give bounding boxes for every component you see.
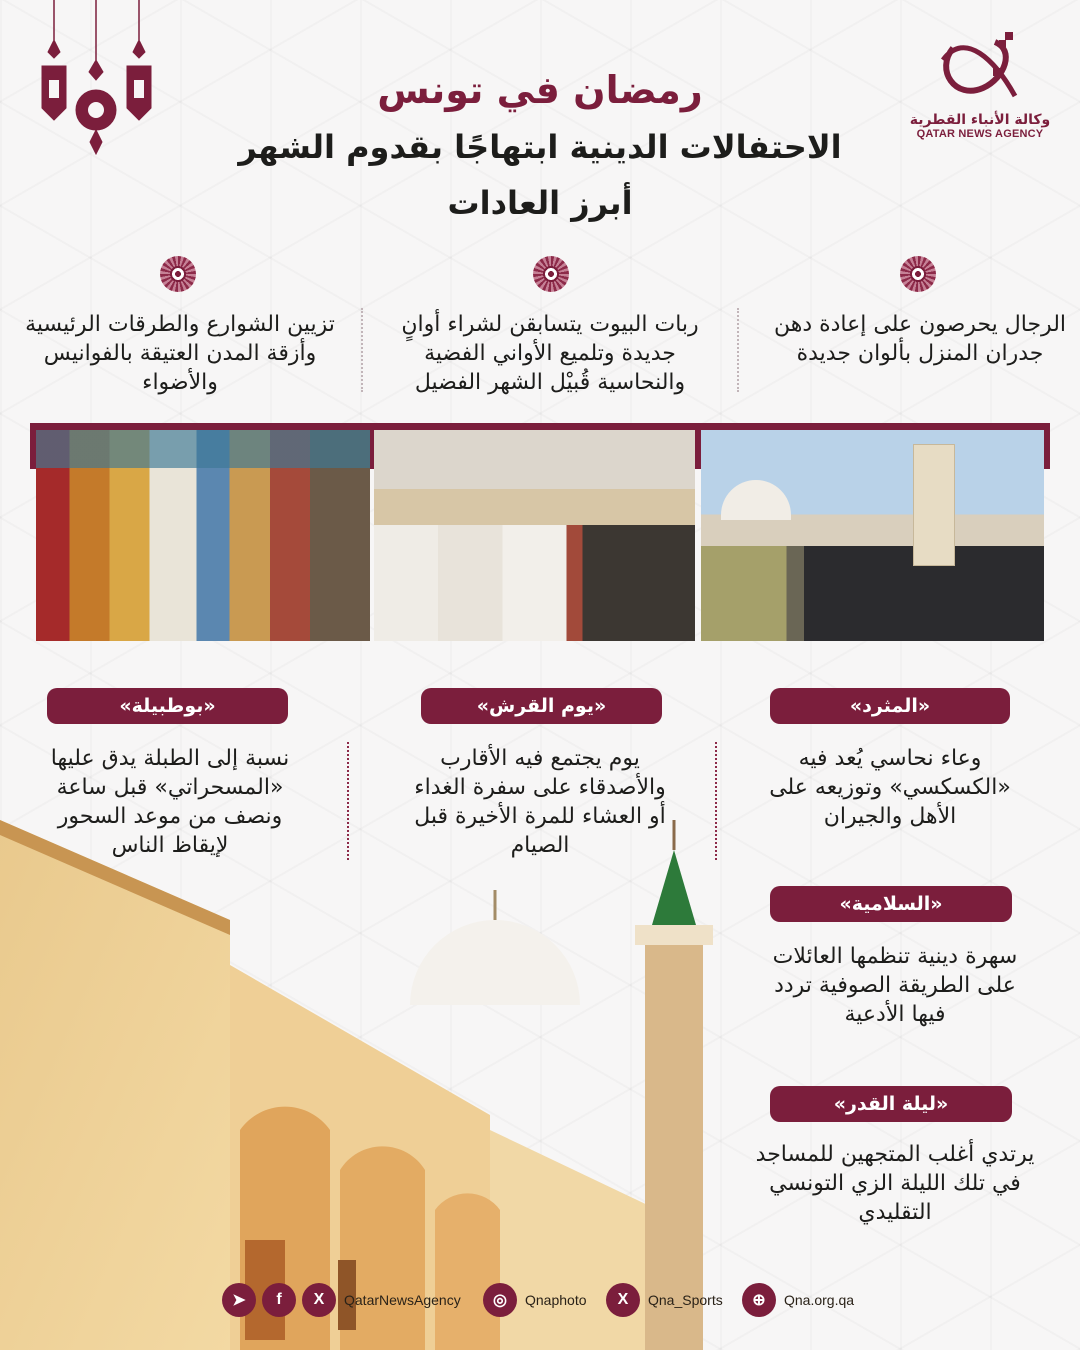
fact-item: تزيين الشوارع والطرقات الرئيسية وأزقة المدن العتيقة بالفوانيس والأضواء (25, 312, 335, 395)
custom-title-pill: «يوم القرش» (421, 688, 662, 724)
custom-description: يرتدي أغلب المتجهين للمساجد في تلك الليلة الزي التونسي التقليدي (755, 1142, 1035, 1225)
rosette-icon (533, 256, 569, 292)
section-title: أبرز العادات (447, 184, 633, 222)
mosque-building-image (0, 810, 720, 1350)
logo-name-arabic: وكالة الأنباء القطرية (909, 112, 1051, 128)
rosette-icon (160, 256, 196, 292)
social-group-qnaphoto[interactable] (483, 1282, 587, 1318)
divider (361, 308, 363, 392)
social-handle[interactable]: Qnaphoto (525, 1292, 587, 1308)
custom-description: يوم يجتمع فيه الأقارب والأصدقاء على سفرة الغداء أو العشاء للمرة الأخيرة قبل الصيام (414, 746, 666, 858)
page-title: رمضان في تونس (377, 68, 703, 112)
social-handle[interactable]: Qna_Sports (648, 1292, 723, 1308)
fact-item: ربات البيوت يتسابقن لشراء أوانٍ جديدة وتلميع الأواني الفضية والنحاسية قُبيْل الشهر الفضيل (401, 312, 699, 395)
ramadan-lanterns-icon (30, 0, 170, 160)
divider (715, 742, 717, 860)
mosque-courtyard-photo (701, 430, 1044, 641)
fact-item: الرجال يحرصون على إعادة دهن جدران المنزل بألوان جديدة (773, 312, 1067, 366)
facebook-icon[interactable]: f (262, 1283, 296, 1317)
rosette-icon (900, 256, 936, 292)
custom-title-pill: «السلامية» (770, 886, 1012, 922)
qna-emblem-icon (935, 30, 1025, 106)
globe-icon[interactable]: ⊕ (742, 1283, 776, 1317)
custom-description: سهرة دينية تنظمها العائلات على الطريقة الصوفية تردد فيها الأدعية (772, 944, 1018, 1027)
instagram-icon[interactable]: ◎ (483, 1283, 517, 1317)
social-group-qnasports[interactable] (606, 1282, 723, 1318)
website-link[interactable]: Qna.org.qa (784, 1292, 855, 1308)
custom-title-pill: «ليلة القدر» (770, 1086, 1012, 1122)
page-subtitle: الاحتفالات الدينية ابتهاجًا بقدوم الشهر (238, 128, 842, 166)
divider (347, 742, 349, 860)
x-icon[interactable]: X (606, 1283, 640, 1317)
divider (737, 308, 739, 392)
logo-name-english: QATAR NEWS AGENCY (916, 128, 1044, 140)
custom-title-pill: «بوطبيلة» (47, 688, 288, 724)
custom-description: نسبة إلى الطبلة يدق عليها «المسحراتي» قبل ساعة ونصف من موعد السحور لإيقاظ الناس (50, 746, 290, 858)
iftar-prayer-photo (374, 430, 695, 641)
telegram-icon[interactable]: ➤ (222, 1283, 256, 1317)
social-group-website[interactable] (742, 1282, 854, 1318)
x-icon[interactable]: X (302, 1283, 336, 1317)
custom-title-pill: «المثرد» (770, 688, 1010, 724)
qna-logo (905, 30, 1055, 160)
social-group-qatarnewsagency[interactable] (222, 1282, 461, 1318)
souk-market-photo (36, 430, 370, 641)
social-handle[interactable]: QatarNewsAgency (344, 1292, 461, 1308)
custom-description: وعاء نحاسي يُعد فيه «الكسكسي» وتوزيعه على الأهل والجيران (769, 746, 1011, 829)
